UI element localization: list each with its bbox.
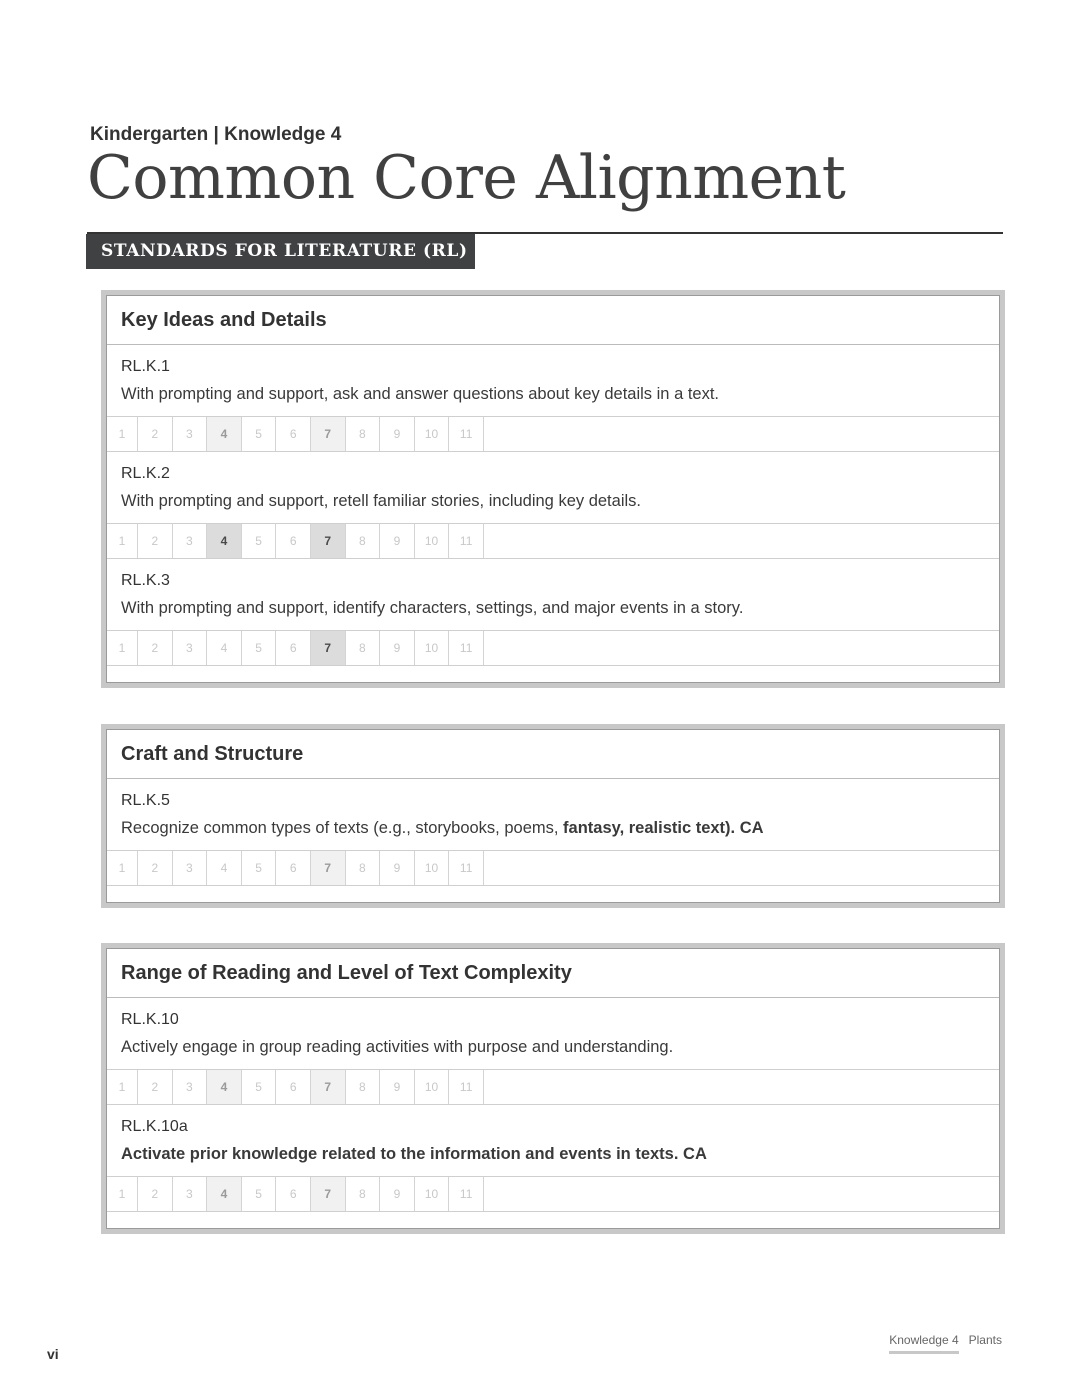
lesson-cell-9: 9 xyxy=(380,631,415,665)
lesson-cell-6: 6 xyxy=(276,1177,311,1211)
lesson-cell-10: 10 xyxy=(415,524,450,558)
lesson-cell-6: 6 xyxy=(276,417,311,451)
lesson-cell-9: 9 xyxy=(380,1070,415,1104)
footer-unit: Knowledge 4 xyxy=(889,1333,958,1354)
standard-code: RL.K.3 xyxy=(121,572,170,589)
lesson-cell-8: 8 xyxy=(346,631,381,665)
lesson-cell-1: 1 xyxy=(107,524,138,558)
lesson-cell-2: 2 xyxy=(138,1177,173,1211)
panel-range-of-reading xyxy=(101,943,1005,1234)
standard-rl-k-5 xyxy=(107,779,999,886)
standard-description: With prompting and support, retell familiar stories, including key details. xyxy=(121,492,641,510)
lesson-grid xyxy=(107,1069,999,1104)
lesson-cell-3: 3 xyxy=(173,631,208,665)
lesson-cell-1: 1 xyxy=(107,417,138,451)
lesson-cell-4: 4 xyxy=(207,631,242,665)
lesson-cell-11: 11 xyxy=(449,851,484,885)
lesson-cell-1: 1 xyxy=(107,631,138,665)
description-bold: fantasy, realistic text). CA xyxy=(563,819,764,837)
lesson-cell-10: 10 xyxy=(415,851,450,885)
lesson-cell-7: 7 xyxy=(311,1070,346,1104)
lesson-cell-4: 4 xyxy=(207,851,242,885)
standard-description: Activate prior knowledge related to the information and events in texts. CA xyxy=(121,1145,707,1163)
lesson-cell-5: 5 xyxy=(242,1177,277,1211)
lesson-cell-10: 10 xyxy=(415,1177,450,1211)
lesson-cell-8: 8 xyxy=(346,1070,381,1104)
lesson-grid xyxy=(107,1176,999,1211)
lesson-grid xyxy=(107,416,999,451)
lesson-cell-9: 9 xyxy=(380,851,415,885)
lesson-cell-2: 2 xyxy=(138,851,173,885)
standard-code: RL.K.10 xyxy=(121,1011,179,1028)
lesson-cell-1: 1 xyxy=(107,1070,138,1104)
lesson-cell-5: 5 xyxy=(242,1070,277,1104)
lesson-cell-5: 5 xyxy=(242,631,277,665)
lesson-cell-9: 9 xyxy=(380,1177,415,1211)
standard-description: With prompting and support, ask and answer questions about key details in a text. xyxy=(121,385,720,403)
standard-rl-k-10a xyxy=(107,1105,999,1212)
standard-rl-k-2 xyxy=(107,452,999,559)
lesson-cell-9: 9 xyxy=(380,524,415,558)
panel-key-ideas xyxy=(101,290,1005,688)
lesson-cell-8: 8 xyxy=(346,417,381,451)
page-footer xyxy=(889,1333,1002,1354)
lesson-cell-10: 10 xyxy=(415,1070,450,1104)
lesson-cell-3: 3 xyxy=(173,1070,208,1104)
standard-description: With prompting and support, identify characters, settings, and major events in a story. xyxy=(121,599,744,617)
panel-craft-structure xyxy=(101,724,1005,908)
lesson-cell-1: 1 xyxy=(107,1177,138,1211)
lesson-cell-2: 2 xyxy=(138,524,173,558)
lesson-grid xyxy=(107,523,999,558)
lesson-cell-8: 8 xyxy=(346,851,381,885)
panel-heading: Craft and Structure xyxy=(107,730,999,779)
lesson-cell-7: 7 xyxy=(311,524,346,558)
footer-topic: Plants xyxy=(968,1333,1002,1347)
lesson-cell-4: 4 xyxy=(207,1177,242,1211)
lesson-cell-5: 5 xyxy=(242,417,277,451)
lesson-cell-7: 7 xyxy=(311,631,346,665)
section-label: STANDARDS FOR LITERATURE (RL) xyxy=(86,234,475,269)
standard-code: RL.K.5 xyxy=(121,792,170,809)
page-number: vi xyxy=(47,1346,59,1362)
standard-code: RL.K.1 xyxy=(121,358,170,375)
standard-rl-k-10 xyxy=(107,998,999,1105)
lesson-cell-10: 10 xyxy=(415,417,450,451)
lesson-cell-7: 7 xyxy=(311,851,346,885)
lesson-cell-8: 8 xyxy=(346,524,381,558)
lesson-cell-1: 1 xyxy=(107,851,138,885)
lesson-cell-3: 3 xyxy=(173,851,208,885)
lesson-cell-7: 7 xyxy=(311,417,346,451)
lesson-cell-2: 2 xyxy=(138,1070,173,1104)
lesson-cell-6: 6 xyxy=(276,1070,311,1104)
description-plain: Recognize common types of texts (e.g., storybooks, poems, xyxy=(121,819,564,837)
lesson-cell-8: 8 xyxy=(346,1177,381,1211)
lesson-cell-3: 3 xyxy=(173,417,208,451)
standard-description: Actively engage in group reading activities with purpose and understanding. xyxy=(121,1038,674,1056)
lesson-cell-9: 9 xyxy=(380,417,415,451)
standard-rl-k-3 xyxy=(107,559,999,666)
lesson-cell-10: 10 xyxy=(415,631,450,665)
lesson-cell-2: 2 xyxy=(138,417,173,451)
lesson-grid xyxy=(107,630,999,665)
lesson-cell-5: 5 xyxy=(242,851,277,885)
lesson-grid xyxy=(107,850,999,885)
page-title: Common Core Alignment xyxy=(87,143,846,213)
panel-heading: Range of Reading and Level of Text Complexity xyxy=(107,949,999,998)
lesson-cell-7: 7 xyxy=(311,1177,346,1211)
lesson-cell-4: 4 xyxy=(207,524,242,558)
lesson-cell-11: 11 xyxy=(449,1177,484,1211)
lesson-cell-4: 4 xyxy=(207,417,242,451)
lesson-cell-4: 4 xyxy=(207,1070,242,1104)
standard-code: RL.K.10a xyxy=(121,1118,188,1135)
lesson-cell-11: 11 xyxy=(449,1070,484,1104)
lesson-cell-6: 6 xyxy=(276,524,311,558)
lesson-cell-2: 2 xyxy=(138,631,173,665)
standard-description xyxy=(121,817,999,839)
lesson-cell-3: 3 xyxy=(173,1177,208,1211)
lesson-cell-5: 5 xyxy=(242,524,277,558)
lesson-cell-6: 6 xyxy=(276,851,311,885)
standard-code: RL.K.2 xyxy=(121,465,170,482)
lesson-cell-11: 11 xyxy=(449,524,484,558)
page-subtitle: Kindergarten | Knowledge 4 xyxy=(90,124,342,145)
lesson-cell-6: 6 xyxy=(276,631,311,665)
lesson-cell-11: 11 xyxy=(449,417,484,451)
panel-heading: Key Ideas and Details xyxy=(107,296,999,345)
lesson-cell-11: 11 xyxy=(449,631,484,665)
lesson-cell-3: 3 xyxy=(173,524,208,558)
standard-rl-k-1 xyxy=(107,345,999,452)
